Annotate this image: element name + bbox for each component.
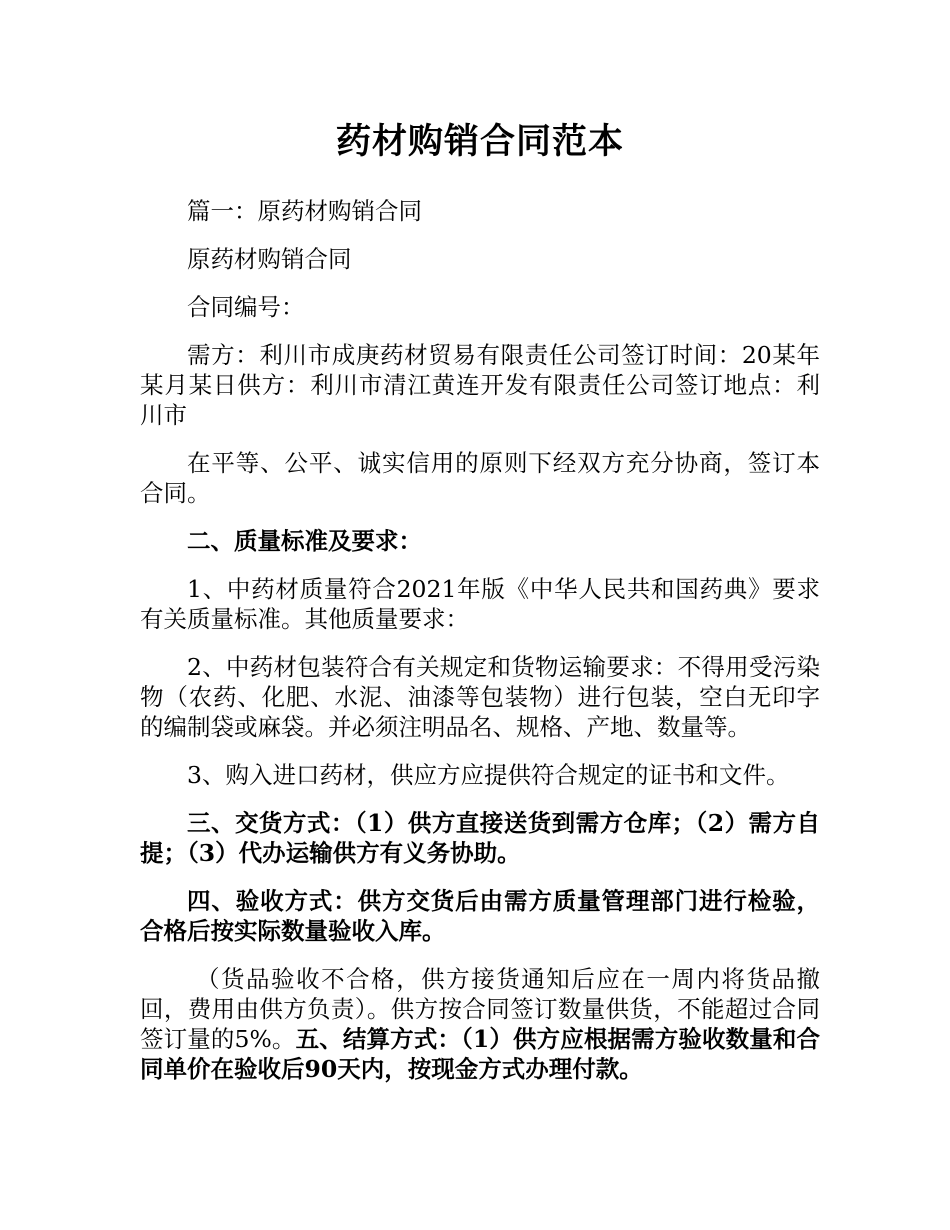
- document-title: 药材购销合同范本: [335, 121, 624, 162]
- paragraph-quality-1: 1、中药材质量符合2021年版《中华人民共和国药典》要求有关质量标准。其他质量要求：: [140, 575, 820, 633]
- section-settlement: 五、结算方式：（1）供方应根据需方验收数量和合同单价在验收后90天内，按现金方式办理付款。: [140, 1025, 820, 1083]
- document-page: [140, 112, 820, 1084]
- paragraph-contract-number: 合同编号：: [187, 293, 305, 321]
- paragraph-parties: 需方：利川市成庚药材贸易有限责任公司签订时间：20某年某月某日供方：利川市清江黄连开发有限责任公司签订地点：利川市: [140, 341, 820, 429]
- paragraph-part-one-heading: 篇一：原药材购销合同: [187, 197, 422, 225]
- paragraph-preamble: 在平等、公平、诚实信用的原则下经双方充分协商，签订本合同。: [140, 449, 820, 507]
- paragraph-quality-2: 2、中药材包装符合有关规定和货物运输要求：不得用受污染物（农药、化肥、水泥、油漆等包装物）进行包装，空白无印字的编制袋或麻袋。并必须注明品名、规格、产地、数量等。: [140, 653, 820, 741]
- section-acceptance: 四、验收方式：供方交货后由需方质量管理部门进行检验，合格后按实际数量验收入库。: [140, 887, 820, 945]
- section-delivery: 三、交货方式：（1）供方直接送货到需方仓库；（2）需方自提；（3）代办运输供方有义务协助。: [140, 809, 820, 867]
- acceptance-note-text: （货品验收不合格，供方接货通知后应在一周内将货品撤回，费用由供方负责）。供方按合同签订数量供货，不能超过合同签订量的5%。: [140, 965, 820, 1053]
- paragraph-acceptance-settlement: [140, 964, 820, 1084]
- paragraph-quality-3: 3、购入进口药材，供应方应提供符合规定的证书和文件。: [187, 761, 790, 789]
- paragraph-contract-name: 原药材购销合同: [187, 245, 352, 273]
- section-quality-heading: 二、质量标准及要求：: [187, 527, 422, 555]
